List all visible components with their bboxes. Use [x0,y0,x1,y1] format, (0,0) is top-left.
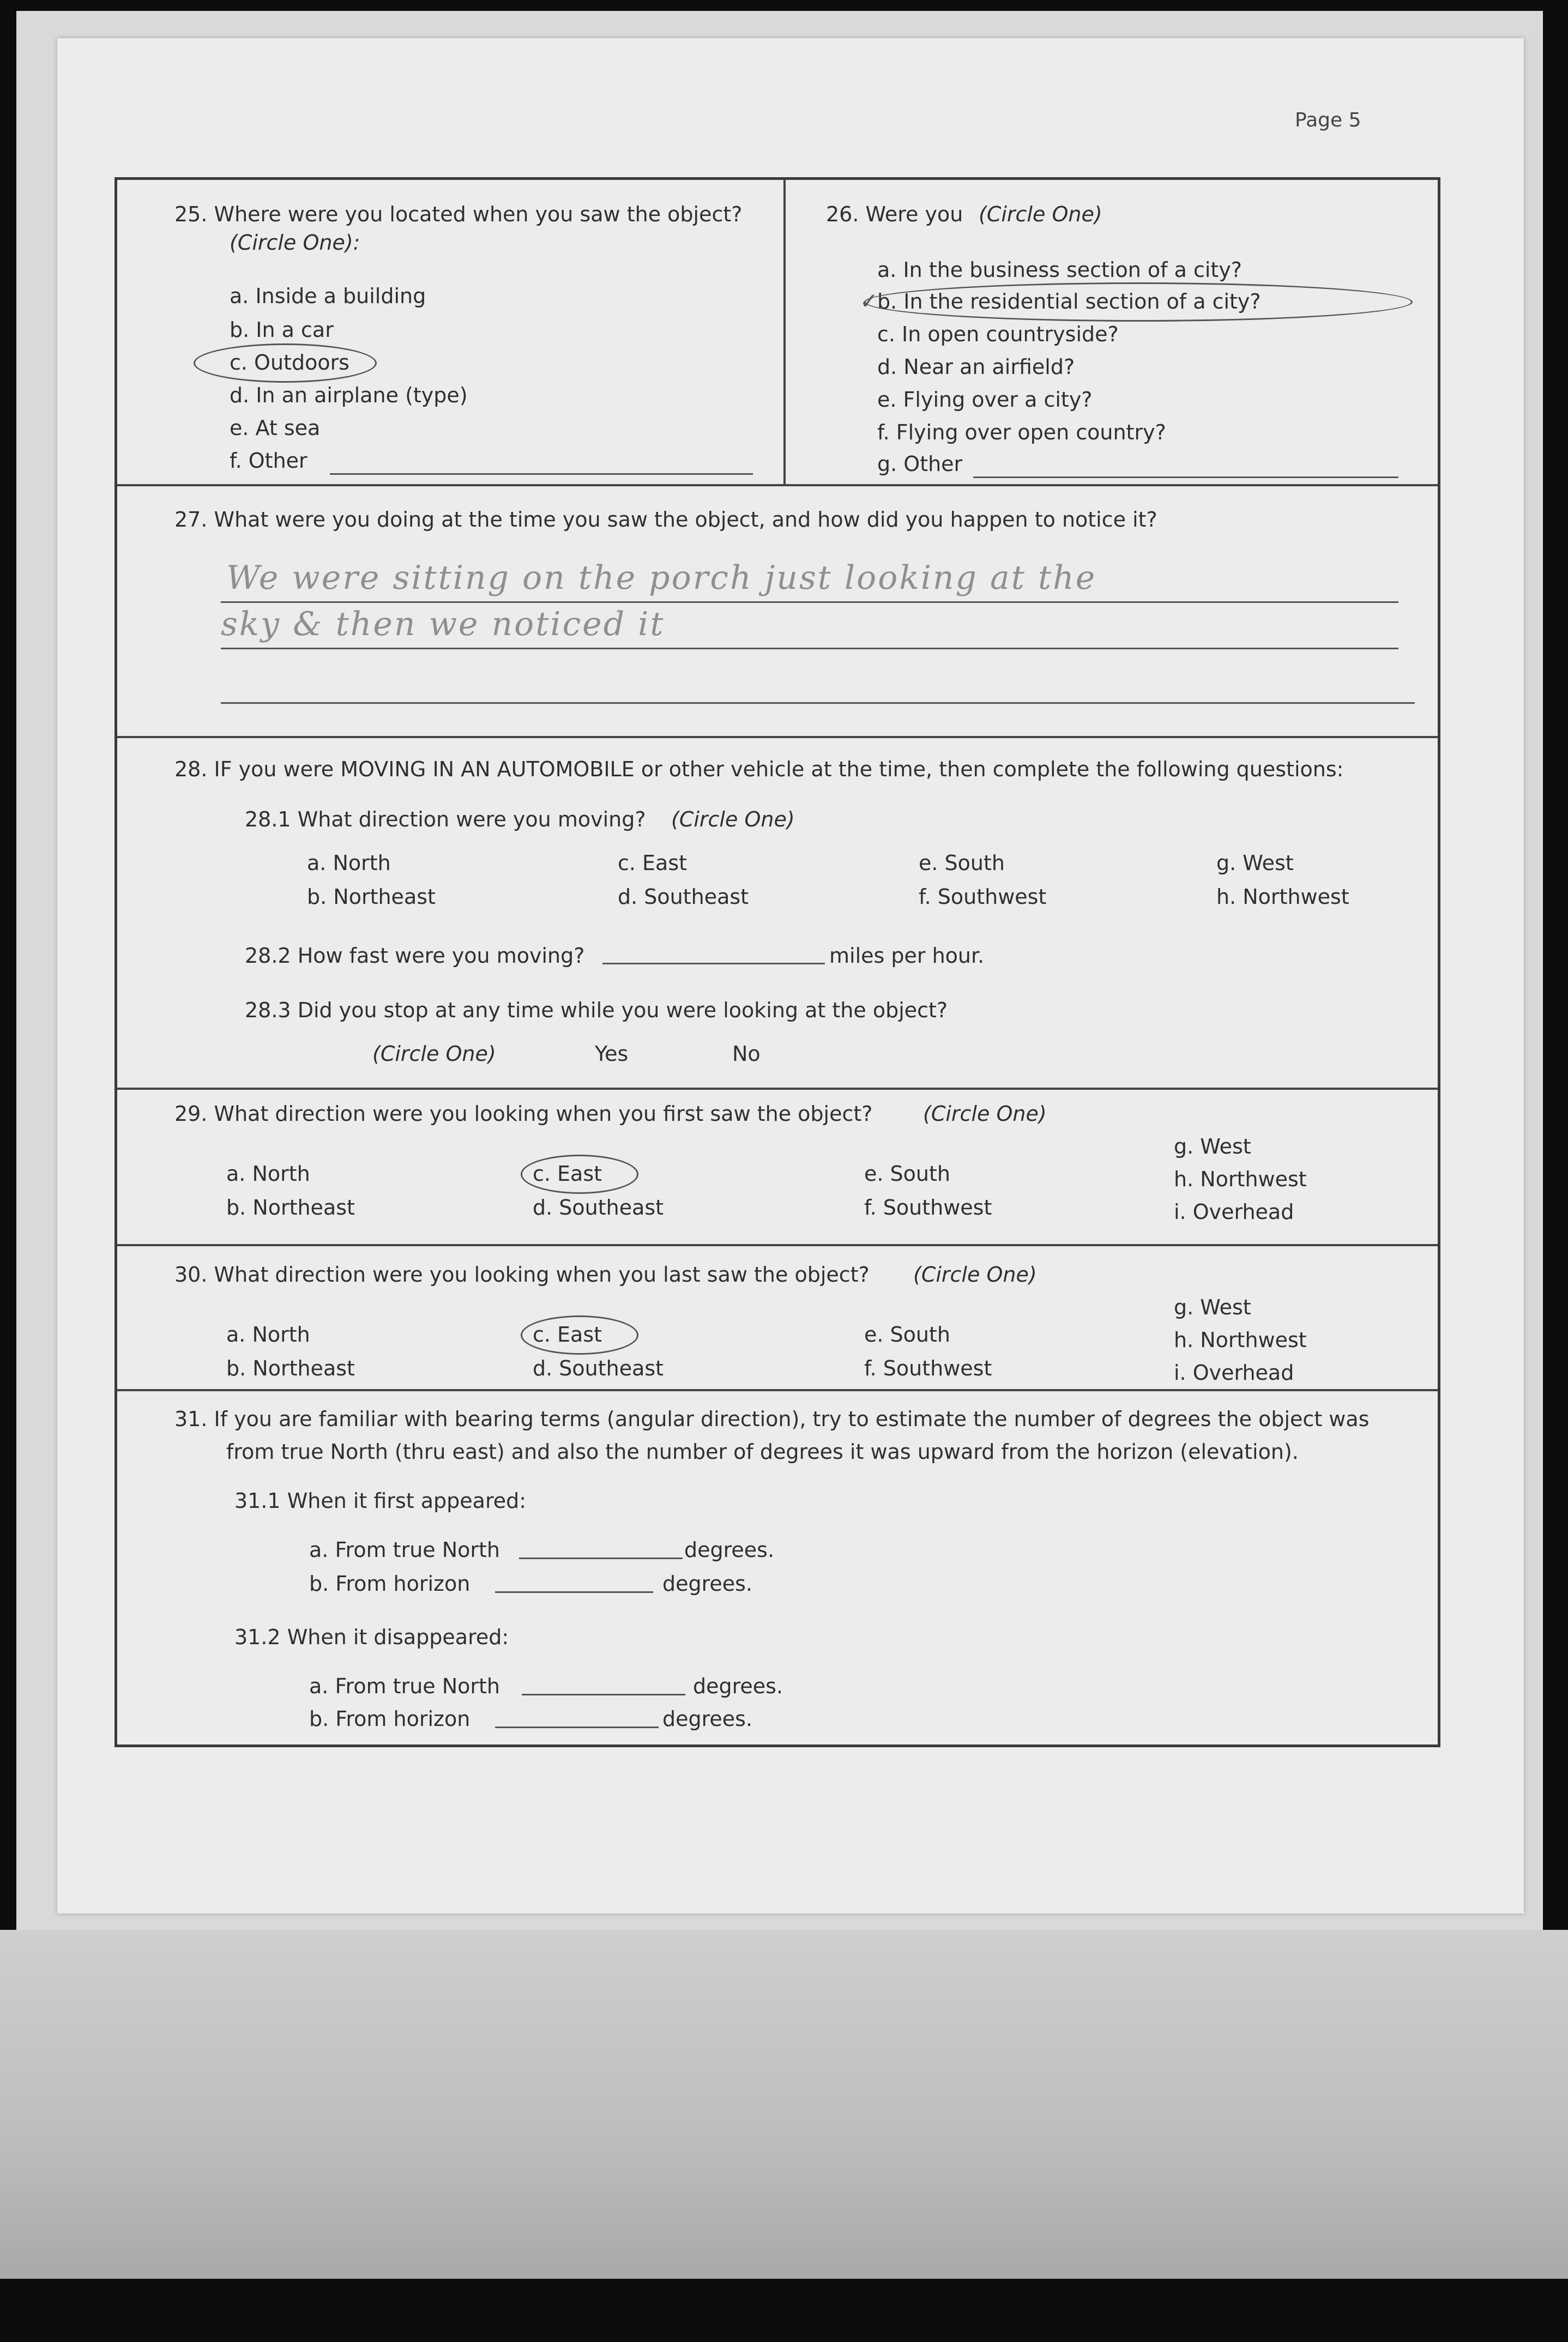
q29-option-g[interactable]: g. West [1174,1134,1251,1158]
q28-3-yes[interactable]: Yes [595,1042,629,1066]
q31-1-a-line[interactable] [519,1558,683,1559]
divider-row5 [117,1389,1438,1391]
page-number: Page 5 [1295,109,1361,131]
q30-option-b[interactable]: b. Northeast [226,1356,355,1380]
q27-line3 [221,702,1415,704]
q30-instruction: (Circle One) [913,1263,1037,1287]
q31-1-a-unit: degrees. [684,1538,775,1562]
q28-3-instruction: (Circle One) [372,1042,496,1066]
divider-row2 [117,736,1438,738]
q26-option-g[interactable]: g. Other [877,452,963,476]
q28-1-option-f[interactable]: f. Southwest [919,885,1047,909]
q28-2-speed-line[interactable] [602,963,825,964]
q28-1-option-g[interactable]: g. West [1216,851,1294,875]
q30-option-g[interactable]: g. West [1174,1295,1251,1319]
q29-option-a[interactable]: a. North [226,1162,310,1186]
q25-instruction: (Circle One): [230,231,360,255]
q31-1-label: 31.1 When it first appeared: [234,1489,527,1513]
q27-answer-line2: sky & then we noticed it [221,605,665,643]
q31-2-a-line[interactable] [522,1694,685,1695]
questionnaire-form [114,177,1440,1747]
q31-1-a-label: a. From true North [309,1538,500,1562]
q31-2-label: 31.2 When it disappeared: [234,1625,509,1649]
q25-option-b[interactable]: b. In a car [230,318,334,342]
q26-instruction: (Circle One) [979,202,1102,226]
q28-1-option-b[interactable]: b. Northeast [307,885,436,909]
q25-question: 25. Where were you located when you saw the object? [174,202,743,226]
q28-2-suffix: miles per hour. [829,944,985,968]
q30-option-e[interactable]: e. South [864,1323,950,1347]
q31-question-line1: 31. If you are familiar with bearing terms (angular direction), try to estimate the number of degrees the object was [174,1407,1370,1431]
q31-2-b-label: b. From horizon [309,1707,471,1731]
q25-other-line [330,473,753,475]
q26-option-e[interactable]: e. Flying over a city? [877,388,1093,412]
q25-option-f[interactable]: f. Other [230,449,307,473]
q29-question: 29. What direction were you looking when you first saw the object? [174,1102,873,1126]
q29-option-f[interactable]: f. Southwest [864,1196,992,1220]
q26-option-f[interactable]: f. Flying over open country? [877,420,1166,444]
q29-selection-circle [521,1155,638,1194]
q26-selection-circle [864,282,1413,322]
q26-option-c[interactable]: c. In open countryside? [877,322,1119,346]
divider-25-26 [783,180,786,485]
q27-answer-line1: We were sitting on the porch just looking at the [226,559,1097,597]
q31-1-b-unit: degrees. [662,1572,753,1596]
q28-1-option-c[interactable]: c. East [618,851,687,875]
q28-3-label: 28.3 Did you stop at any time while you were looking at the object? [245,998,948,1022]
q30-option-c[interactable]: c. East [533,1323,602,1347]
q27-question: 27. What were you doing at the time you saw the object, and how did you happen to notice it? [174,508,1157,532]
q28-3-no[interactable]: No [732,1042,761,1066]
q28-1-option-d[interactable]: d. Southeast [618,885,749,909]
q28-2-label: 28.2 How fast were you moving? [245,944,585,968]
q31-2-b-line[interactable] [495,1727,659,1728]
q27-line2 [221,648,1398,649]
q26-question: 26. Were you [826,202,963,226]
divider-row3 [117,1088,1438,1090]
q31-2-a-label: a. From true North [309,1674,500,1698]
q30-question: 30. What direction were you looking when you last saw the object? [174,1263,870,1287]
divider-row1 [117,484,1438,486]
q28-1-option-e[interactable]: e. South [919,851,1005,875]
q25-option-e[interactable]: e. At sea [230,416,321,440]
q29-option-h[interactable]: h. Northwest [1174,1167,1307,1191]
q26-check-mark: ✓ [860,289,878,314]
q31-question-line2: from true North (thru east) and also the number of degrees it was upward from the horizon (elevation). [226,1440,1299,1464]
q31-1-b-line[interactable] [495,1591,653,1593]
q29-option-d[interactable]: d. Southeast [533,1196,664,1220]
q29-option-e[interactable]: e. South [864,1162,950,1186]
q30-option-d[interactable]: d. Southeast [533,1356,664,1380]
q29-instruction: (Circle One) [923,1102,1047,1126]
divider-row4 [117,1244,1438,1246]
q28-question: 28. IF you were MOVING IN AN AUTOMOBILE or other vehicle at the time, then complete the following questions: [174,757,1344,781]
q29-option-b[interactable]: b. Northeast [226,1196,355,1220]
q30-option-i[interactable]: i. Overhead [1174,1361,1294,1385]
q26-option-b[interactable]: b. In the residential section of a city? [877,289,1261,313]
q30-option-a[interactable]: a. North [226,1323,310,1347]
q27-line1 [221,601,1398,603]
q28-1-label: 28.1 What direction were you moving? [245,807,646,831]
q31-1-b-label: b. From horizon [309,1572,471,1596]
q25-option-c[interactable]: c. Outdoors [230,351,349,375]
scan-background [0,1930,1568,2279]
q26-option-a[interactable]: a. In the business section of a city? [877,258,1242,282]
q31-2-b-unit: degrees. [662,1707,753,1731]
q30-selection-circle [521,1315,638,1355]
q28-1-option-a[interactable]: a. North [307,851,391,875]
q25-selection-circle [194,343,377,383]
q25-option-d[interactable]: d. In an airplane (type) [230,383,468,407]
q30-option-h[interactable]: h. Northwest [1174,1328,1307,1352]
q30-option-f[interactable]: f. Southwest [864,1356,992,1380]
q26-option-d[interactable]: d. Near an airfield? [877,355,1075,379]
q25-option-a[interactable]: a. Inside a building [230,284,426,308]
q28-1-option-h[interactable]: h. Northwest [1216,885,1349,909]
q29-option-c[interactable]: c. East [533,1162,602,1186]
q31-2-a-unit: degrees. [693,1674,783,1698]
q29-option-i[interactable]: i. Overhead [1174,1200,1294,1224]
q28-1-instruction: (Circle One) [671,807,795,831]
q26-other-line [973,476,1398,478]
